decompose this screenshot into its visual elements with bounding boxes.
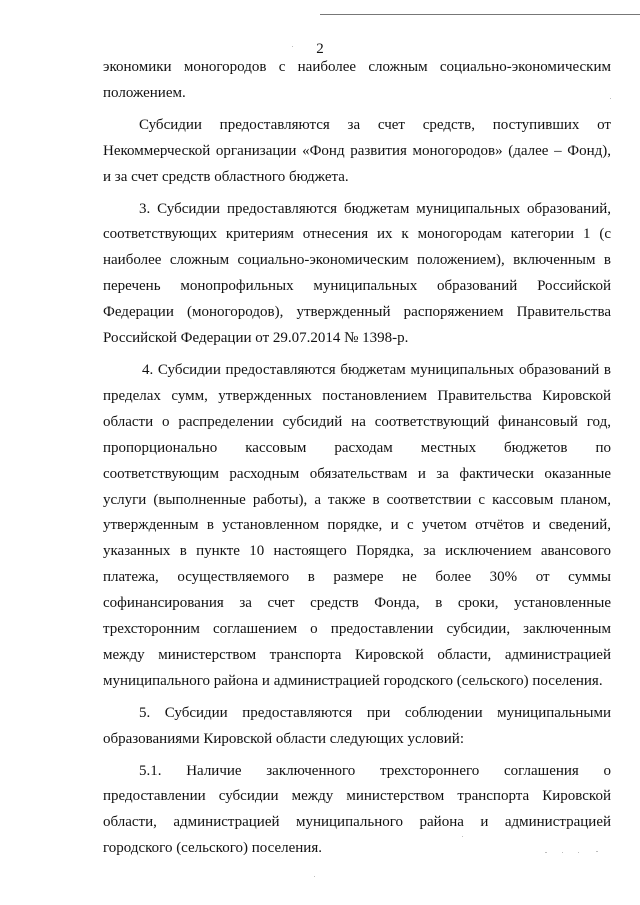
scan-speck <box>545 852 547 853</box>
scan-speck <box>596 851 598 852</box>
text-line: Федерации (моногородов), утвержденный распоряжением Правительства <box>103 304 611 321</box>
page-number: 2 <box>316 41 324 57</box>
text-line: софинансирования за счет средств Фонда, в сроки, установленные <box>103 595 611 612</box>
text-line: соответствующих критериям отнесения их к моногородам категории 1 (с <box>103 226 611 243</box>
paragraph-item-4 <box>103 358 611 695</box>
text-line: образованиями Кировской области следующих условий: <box>103 730 464 747</box>
text-line: 5.1. Наличие заключенного трехстороннего соглашения о <box>139 762 611 779</box>
scan-edge-line <box>320 14 640 15</box>
text-line: утвержденным в установленном порядке, и с учетом отчётов и сведений, <box>103 517 611 534</box>
text-line: соответствующим расходным обязательствам и за фактически оказанные <box>103 465 611 482</box>
text-line: трехсторонним соглашением о предоставлении субсидии, заключенным <box>103 621 611 638</box>
scan-speck <box>610 98 611 99</box>
text-line: платежа, осуществляемого в размере не более 30% от суммы <box>103 569 611 586</box>
text-line: положением. <box>103 84 186 101</box>
text-line: между министерством транспорта Кировской области, администрацией <box>103 646 611 663</box>
text-line: пропорционально кассовым расходам местных бюджетов по <box>103 439 611 456</box>
document-body <box>103 55 611 862</box>
text-line: и за счет средств областного бюджета. <box>103 168 349 185</box>
paragraph-funding-sources <box>103 113 611 191</box>
text-line: 4. Субсидии предоставляются бюджетам муниципальных образований в <box>142 361 611 378</box>
text-line: услуги (выполненные работы), а также в соответствии с кассовым планом, <box>103 491 611 508</box>
paragraph-continuation <box>103 55 611 107</box>
paragraph-item-5 <box>103 701 611 753</box>
text-line: наиболее сложным социально-экономическим положением), включенным в <box>103 252 611 269</box>
text-line: области, администрацией муниципального района и администрацией <box>103 814 611 831</box>
scan-speck <box>292 46 293 47</box>
text-line: муниципального района и администрацией городского (сельского) поселения. <box>103 672 603 689</box>
text-line: предоставлении субсидии между министерством транспорта Кировской <box>103 788 611 805</box>
text-line: Некоммерческой организации «Фонд развития моногородов» (далее – Фонд), <box>103 142 611 159</box>
text-line: Субсидии предоставляются за счет средств, поступивших от <box>139 116 611 133</box>
text-line: указанных в пункте 10 настоящего Порядка, за исключением авансового <box>103 543 611 560</box>
text-line: пределах сумм, утвержденных постановлением Правительства Кировской <box>103 387 611 404</box>
text-line: области о распределении субсидий на соответствующий финансовый год, <box>103 413 611 430</box>
scan-speck <box>314 876 315 877</box>
scan-speck <box>562 852 563 853</box>
text-line: городского (сельского) поселения. <box>103 840 322 857</box>
text-line: 3. Субсидии предоставляются бюджетам муниципальных образований, <box>139 200 611 217</box>
paragraph-item-5-1 <box>103 759 611 863</box>
scan-speck <box>462 836 463 837</box>
text-line: перечень монопрофильных муниципальных образований Российской <box>103 278 611 295</box>
paragraph-item-3 <box>103 197 611 352</box>
text-line: 5. Субсидии предоставляются при соблюдении муниципальными <box>139 704 611 721</box>
text-line: экономики моногородов с наиболее сложным социально-экономическим <box>103 59 611 75</box>
scan-speck <box>578 852 579 853</box>
text-line: Российской Федерации от 29.07.2014 № 1398-р. <box>103 330 409 347</box>
